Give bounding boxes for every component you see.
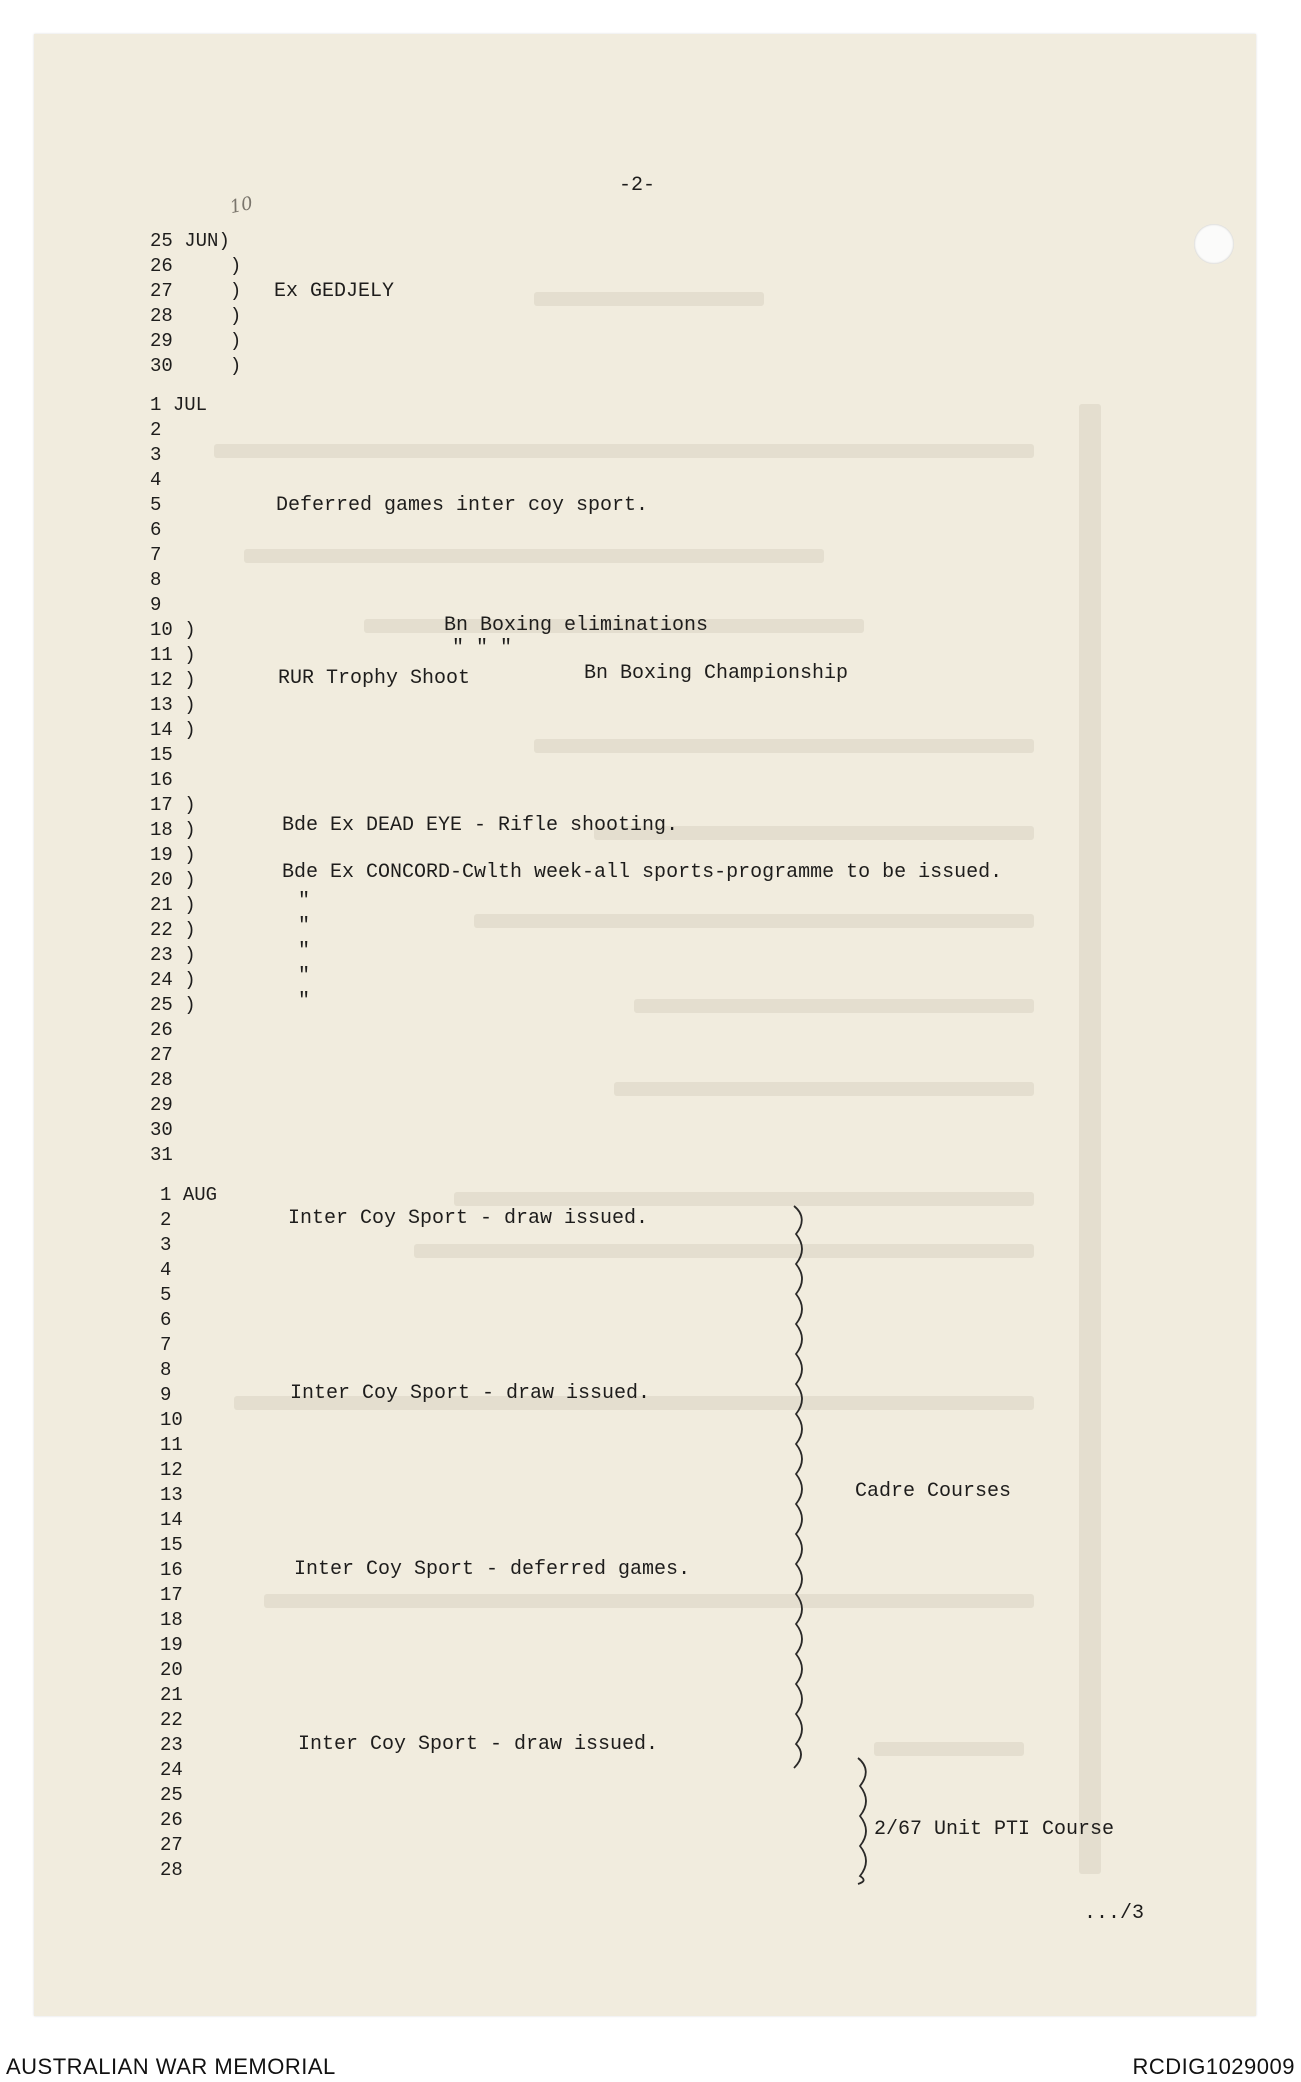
date-jul-2: 2 bbox=[150, 419, 162, 441]
date-jul-21: 21 ) bbox=[150, 894, 196, 916]
month-aug: AUG bbox=[182, 1184, 218, 1206]
date-aug-17: 17 bbox=[160, 1584, 183, 1606]
document-page bbox=[34, 34, 1256, 2016]
ditto-mark: " bbox=[298, 915, 311, 938]
event-dead-eye: Bde Ex DEAD EYE - Rifle shooting. bbox=[282, 814, 679, 837]
archive-name: AUSTRALIAN WAR MEMORIAL bbox=[6, 2054, 336, 2079]
date-jul-14: 14 ) bbox=[150, 719, 196, 741]
date-jul-23: 23 ) bbox=[150, 944, 196, 966]
event-boxing-championship: Bn Boxing Championship bbox=[584, 662, 849, 685]
date-jul-4: 4 bbox=[150, 469, 162, 491]
cadre-courses-label: Cadre Courses bbox=[855, 1480, 1012, 1503]
date-aug-5: 5 bbox=[160, 1284, 172, 1306]
date-aug-20: 20 bbox=[160, 1659, 183, 1681]
handwritten-annotation: 10 bbox=[227, 192, 255, 219]
date-jul-16: 16 bbox=[150, 769, 173, 791]
date-jul-24: 24 ) bbox=[150, 969, 196, 991]
month-jun: JUN bbox=[184, 230, 219, 252]
date-aug-28: 28 bbox=[160, 1859, 183, 1881]
date-aug-21: 21 bbox=[160, 1684, 183, 1706]
date-aug-9: 9 bbox=[160, 1384, 172, 1406]
event-ditto-line: " " " bbox=[452, 637, 513, 660]
date-jul-30: 30 bbox=[150, 1119, 173, 1141]
date-jul-1: 1 JUL bbox=[150, 394, 208, 416]
date-jul-5: 5 bbox=[150, 494, 162, 516]
date-jun-25: 25 JUN) bbox=[150, 230, 230, 252]
date-jun-27: 27 ) bbox=[150, 280, 242, 302]
ditto-mark: " bbox=[298, 990, 311, 1013]
date-jun-26: 26 ) bbox=[150, 255, 242, 277]
date-jul-31: 31 bbox=[150, 1144, 173, 1166]
ditto-mark: " bbox=[298, 965, 311, 988]
date-jun-28: 28 ) bbox=[150, 305, 242, 327]
event-deferred-games: Deferred games inter coy sport. bbox=[276, 494, 649, 517]
date-aug-3: 3 bbox=[160, 1234, 172, 1256]
date-aug-19: 19 bbox=[160, 1634, 183, 1656]
event-aug-draw-3: Inter Coy Sport - draw issued. bbox=[298, 1733, 659, 1756]
date-aug-10: 10 bbox=[160, 1409, 183, 1431]
date-jul-11: 11 ) bbox=[150, 644, 196, 666]
ditto-mark: " bbox=[298, 940, 311, 963]
date-jul-29: 29 bbox=[150, 1094, 173, 1116]
date-aug-15: 15 bbox=[160, 1534, 183, 1556]
archive-footer bbox=[0, 2050, 1301, 2082]
date-aug-27: 27 bbox=[160, 1834, 183, 1856]
date-jul-26: 26 bbox=[150, 1019, 173, 1041]
date-aug-14: 14 bbox=[160, 1509, 183, 1531]
date-aug-25: 25 bbox=[160, 1784, 183, 1806]
date-jun-30: 30 ) bbox=[150, 355, 242, 377]
archive-reference: RCDIG1029009 bbox=[1132, 2054, 1295, 2079]
date-aug-6: 6 bbox=[160, 1309, 172, 1331]
date-aug-22: 22 bbox=[160, 1709, 183, 1731]
event-concord: Bde Ex CONCORD-Cwlth week-all sports-programme to be issued. bbox=[282, 861, 1003, 884]
date-aug-2: 2 bbox=[160, 1209, 172, 1231]
date-jul-22: 22 ) bbox=[150, 919, 196, 941]
date-jul-28: 28 bbox=[150, 1069, 173, 1091]
date-aug-1: 1 AUG bbox=[160, 1184, 218, 1206]
event-ex-gedjely: Ex GEDJELY bbox=[274, 280, 395, 303]
event-boxing-eliminations: Bn Boxing eliminations bbox=[444, 614, 709, 637]
date-aug-8: 8 bbox=[160, 1359, 172, 1381]
date-jul-13: 13 ) bbox=[150, 694, 196, 716]
date-jul-6: 6 bbox=[150, 519, 162, 541]
date-jul-27: 27 bbox=[150, 1044, 173, 1066]
date-aug-7: 7 bbox=[160, 1334, 172, 1356]
event-rur-trophy: RUR Trophy Shoot bbox=[278, 667, 471, 690]
date-jul-25: 25 ) bbox=[150, 994, 196, 1016]
pti-course-label: 2/67 Unit PTI Course bbox=[874, 1818, 1115, 1841]
date-aug-16: 16 bbox=[160, 1559, 183, 1581]
ditto-mark: " bbox=[298, 890, 311, 913]
month-jul: JUL bbox=[172, 394, 208, 416]
date-jul-19: 19 ) bbox=[150, 844, 196, 866]
date-aug-18: 18 bbox=[160, 1609, 183, 1631]
date-jun-29: 29 ) bbox=[150, 330, 242, 352]
date-jul-18: 18 ) bbox=[150, 819, 196, 841]
date-aug-4: 4 bbox=[160, 1259, 172, 1281]
date-jul-12: 12 ) bbox=[150, 669, 196, 691]
event-aug-deferred: Inter Coy Sport - deferred games. bbox=[294, 1558, 691, 1581]
date-aug-13: 13 bbox=[160, 1484, 183, 1506]
event-aug-draw-1: Inter Coy Sport - draw issued. bbox=[288, 1207, 649, 1230]
date-jul-17: 17 ) bbox=[150, 794, 196, 816]
date-jul-20: 20 ) bbox=[150, 869, 196, 891]
date-aug-11: 11 bbox=[160, 1434, 183, 1456]
continuation-marker: .../3 bbox=[1084, 1902, 1145, 1925]
page-number: -2- bbox=[619, 174, 656, 197]
date-aug-23: 23 bbox=[160, 1734, 183, 1756]
date-jul-15: 15 bbox=[150, 744, 173, 766]
date-jul-8: 8 bbox=[150, 569, 162, 591]
date-jul-9: 9 bbox=[150, 594, 162, 616]
date-jul-3: 3 bbox=[150, 444, 162, 466]
date-jul-10: 10 ) bbox=[150, 619, 196, 641]
date-aug-26: 26 bbox=[160, 1809, 183, 1831]
date-aug-24: 24 bbox=[160, 1759, 183, 1781]
date-aug-12: 12 bbox=[160, 1459, 183, 1481]
cadre-courses-bracket bbox=[790, 1202, 820, 1772]
date-jul-7: 7 bbox=[150, 544, 162, 566]
event-aug-draw-2: Inter Coy Sport - draw issued. bbox=[290, 1382, 651, 1405]
